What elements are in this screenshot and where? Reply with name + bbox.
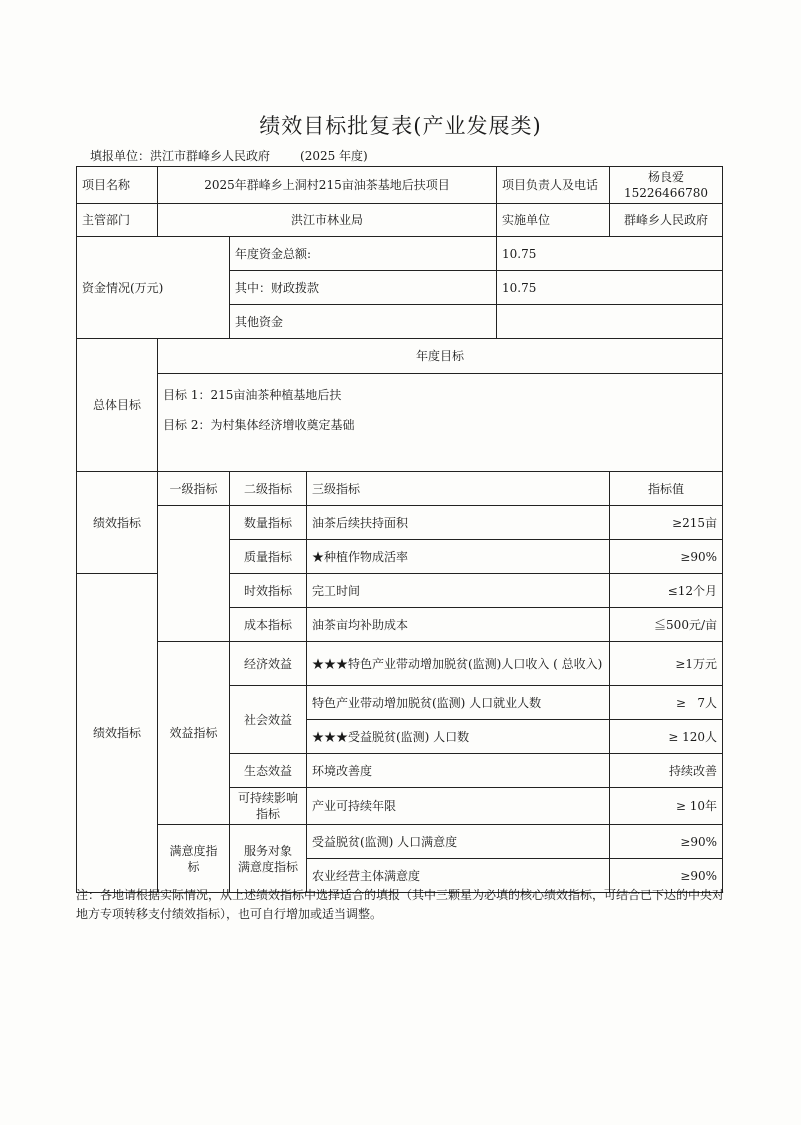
project-name-value: 2025年群峰乡上洞村215亩油茶基地后扶项目 [158, 167, 497, 204]
contact-cell [610, 167, 723, 204]
benefit-label: 效益指标 [158, 642, 230, 825]
performance-label-top: 绩效指标 [77, 472, 158, 574]
impl-unit-value: 群峰乡人民政府 [610, 204, 723, 237]
indicator-l2: 经济效益 [230, 642, 307, 686]
sustain-line2: 指标 [255, 807, 280, 821]
indicator-l3: 油茶后续扶持面积 [307, 506, 610, 540]
header-level3: 三级指标 [307, 472, 610, 506]
indicator-value: ≥215亩 [610, 506, 723, 540]
indicator-l2-sustain [230, 788, 307, 825]
overall-goals-row [77, 374, 723, 472]
service-line1: 服务对象 [243, 843, 292, 858]
indicator-l3: 农业经营主体满意度 [307, 859, 610, 893]
funds-fiscal-label: 其中：财政拨款 [230, 271, 497, 305]
performance-label-bottom: 绩效指标 [77, 574, 158, 893]
funds-label: 资金情况(万元) [77, 237, 230, 339]
indicator-l2: 成本指标 [230, 608, 307, 642]
funds-total-label: 年度资金总额: [230, 237, 497, 271]
indicator-row [77, 825, 723, 859]
satisfaction-line2: 标 [187, 859, 200, 874]
indicator-value: ≥90% [610, 825, 723, 859]
goal-2: 目标 2：为村集体经济增收奠定基础 [163, 418, 355, 432]
contact-phone: 15226466780 [624, 186, 708, 200]
performance-goal-table [76, 166, 723, 893]
indicator-value: ≥90% [610, 859, 723, 893]
indicator-value: ≥ 7人 [610, 686, 723, 720]
page-title: 绩效目标批复表(产业发展类) [259, 114, 542, 138]
indicator-l3: 特色产业带动增加脱贫(监测) 人口就业人数 [307, 686, 610, 720]
overall-goals [158, 374, 723, 472]
indicator-l3: ★★★受益脱贫(监测) 人口数 [307, 720, 610, 754]
indicator-l3: ★★★特色产业带动增加脱贫(监测)人口收入 ( 总收入) [307, 642, 610, 686]
funds-fiscal-value: 10.75 [497, 271, 723, 305]
indicator-l3: 环境改善度 [307, 754, 610, 788]
indicator-row [77, 642, 723, 686]
project-name-label: 项目名称 [77, 167, 158, 204]
indicator-value: ≥90% [610, 540, 723, 574]
indicator-value: ≥ 120人 [610, 720, 723, 754]
indicator-l2: 时效指标 [230, 574, 307, 608]
indicator-value: 持续改善 [610, 754, 723, 788]
overall-goal-label: 总体目标 [77, 339, 158, 472]
satisfaction-label [158, 825, 230, 893]
overall-header-row [77, 339, 723, 374]
indicator-l3: 油茶亩均补助成本 [307, 608, 610, 642]
service-line2: 满意度指标 [237, 859, 298, 874]
indicator-l2: 社会效益 [230, 686, 307, 754]
indicator-l2: 生态效益 [230, 754, 307, 788]
indicator-value: ≥ 10年 [610, 788, 723, 825]
funds-other-value [497, 305, 723, 339]
header-value: 指标值 [610, 472, 723, 506]
department-label: 主管部门 [77, 204, 158, 237]
contact-label: 项目负责人及电话 [497, 167, 610, 204]
indicator-value: ≤12个月 [610, 574, 723, 608]
sustain-line1: 可持续影响 [237, 791, 298, 805]
indicator-value: ≦500元/亩 [610, 608, 723, 642]
indicator-l2-service [230, 825, 307, 893]
funds-total-row [77, 237, 723, 271]
indicator-l2: 质量指标 [230, 540, 307, 574]
indicator-l2: 数量指标 [230, 506, 307, 540]
annual-goal-header: 年度目标 [158, 339, 723, 374]
indicator-l3: ★种植作物成活率 [307, 540, 610, 574]
reporting-year: (2025 年度) [300, 149, 368, 163]
satisfaction-line1: 满意度指 [169, 843, 218, 858]
footnote: 注：各地请根据实际情况，从上述绩效指标中选择适合的填报（其中三颗星为必填的核心绩效指标，可结合已下达的中央对地方专项转移支付绩效指标），也可自行增加或适当调整。 [76, 888, 725, 921]
level1-blank [158, 506, 230, 642]
reporting-unit [90, 147, 368, 164]
indicator-l3: 产业可持续年限 [307, 788, 610, 825]
goal-1: 目标 1：215亩油茶种植基地后扶 [163, 388, 342, 402]
department-value: 洪江市林业局 [158, 204, 497, 237]
indicator-value: ≥1万元 [610, 642, 723, 686]
indicator-l3: 受益脱贫(监测) 人口满意度 [307, 825, 610, 859]
indicator-header-row [77, 472, 723, 506]
contact-name: 杨良爱 [647, 170, 684, 184]
funds-total-value: 10.75 [497, 237, 723, 271]
department-row [77, 204, 723, 237]
reporting-unit-label: 填报单位：洪江市群峰乡人民政府 [90, 149, 271, 163]
header-level2: 二级指标 [230, 472, 307, 506]
funds-other-label: 其他资金 [230, 305, 497, 339]
impl-unit-label: 实施单位 [497, 204, 610, 237]
indicator-row [77, 506, 723, 540]
project-row [77, 167, 723, 204]
indicator-l3: 完工时间 [307, 574, 610, 608]
header-level1: 一级指标 [158, 472, 230, 506]
